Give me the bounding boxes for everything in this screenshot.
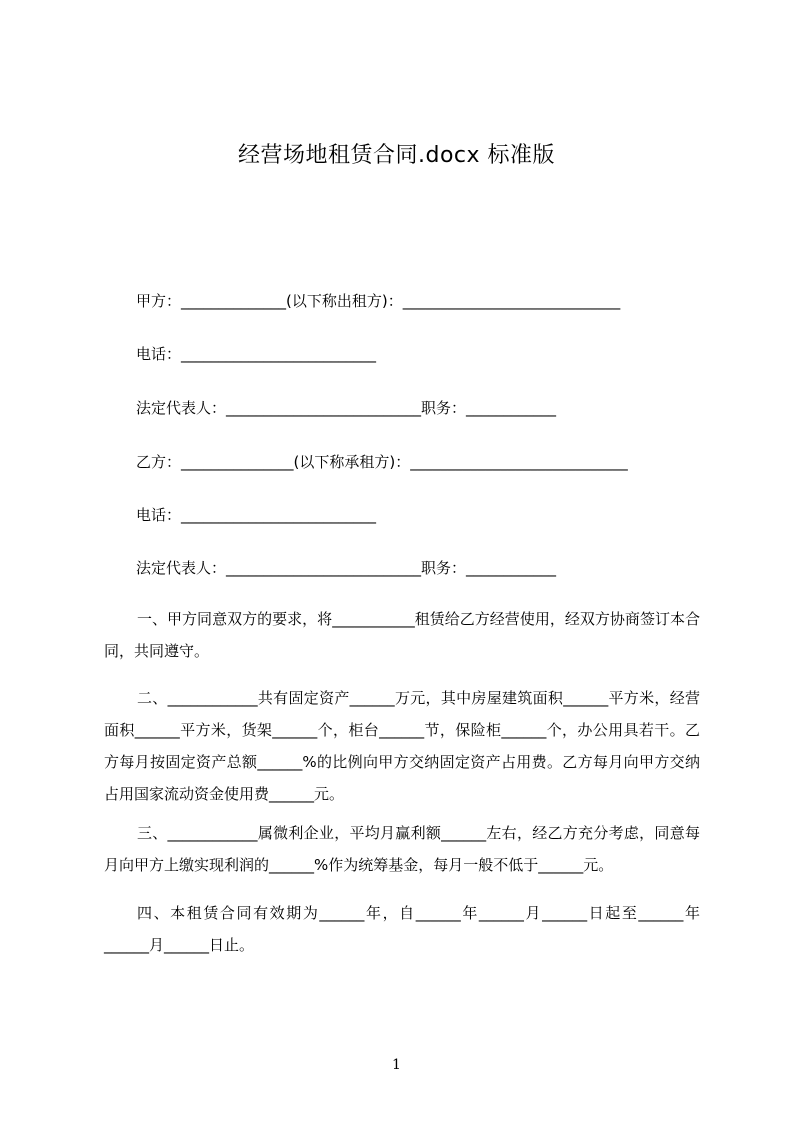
party-a-line: 甲方：______________(以下称出租方)：_____________________________ bbox=[136, 292, 621, 310]
clause-two: 二、____________共有固定资产______万元，其中房屋建筑面积______平方米，经营面积______平方米，货架______个，柜台______节，保险柜______个，办公用具若干。乙方每月按固定资产总额______%的比例向甲方交纳固定资产占用费。乙方每月向甲方交纳占用国家流动资金使用费______元。 bbox=[104, 689, 700, 803]
party-b-line: 乙方：_______________(以下称承租方)：_____________________________ bbox=[136, 453, 628, 471]
document-title: 经营场地租赁合同.docx 标准版 bbox=[237, 143, 556, 168]
clause-three: 三、____________属微利企业，平均月赢利额______左右，经乙方充分考虑，同意每月向甲方上缴实现利润的______%作为统筹基金，每月一般不低于______元。 bbox=[104, 824, 700, 874]
page-number: 1 bbox=[392, 1057, 401, 1073]
clause-four: 四、本租赁合同有效期为______年，自______年______月______日起至______年______月______日止。 bbox=[104, 904, 700, 954]
party-b-representative-line: 法定代表人：__________________________职务：____________ bbox=[136, 559, 557, 577]
clause-one: 一、甲方同意双方的要求，将___________租赁给乙方经营使用，经双方协商签订本合同，共同遵守。 bbox=[104, 610, 700, 660]
party-a-phone-line: 电话：__________________________ bbox=[136, 345, 377, 363]
party-a-representative-line: 法定代表人：__________________________职务：____________ bbox=[136, 399, 557, 417]
party-b-phone-line: 电话：__________________________ bbox=[136, 506, 377, 524]
